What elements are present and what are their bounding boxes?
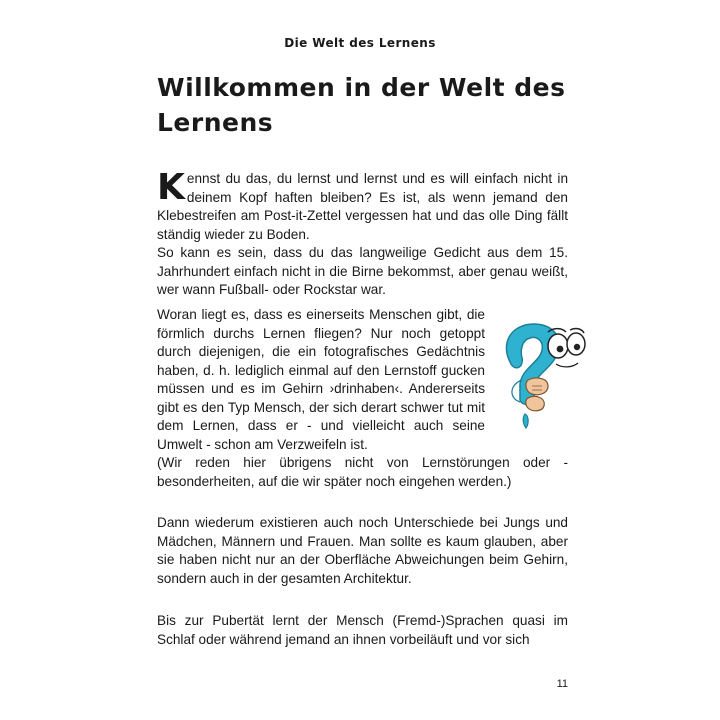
paragraph-1-text: ennst du das, du lernst und lernst und es will einfach nicht in deinem Kopf haften bleiben? Es ist, als wenn jemand den Klebestreifen am Post-it-Zettel vergessen hat und das olle Ding fällt ständig wieder zu Boden.	[157, 171, 568, 242]
paragraph-1	[157, 167, 568, 244]
paragraph-2: So kann es sein, dass du das langweilige Gedicht aus dem 15. Jahrhundert einfach nicht in die Birne bekommst, aber genau weißt, wer wann Fußball- oder Rockstar war.	[157, 245, 568, 297]
page-number: 11	[556, 678, 568, 690]
running-header: Die Welt des Lernens	[284, 36, 436, 50]
paragraph-6: Bis zur Pubertät lernt der Mensch (Fremd-)Sprachen quasi im Schlaf oder während jemand an ihnen vorbeiläuft und vor sich	[157, 613, 568, 647]
paragraph-5: Dann wiederum existieren auch noch Unterschiede bei Jungs und Mädchen, Männern und Frauen. Man sollte es kaum glauben, aber sie haben nicht nur an der Oberfläche Abweichungen beim Gehirn, sondern auch in der gesamten Architektur.	[157, 515, 568, 586]
text-block-intro	[157, 167, 568, 300]
chapter-title: Willkommen in der Welt des Lernens	[157, 73, 566, 137]
question-mark-character-icon	[492, 318, 590, 440]
text-block-gender	[157, 514, 568, 588]
text-block-puberty	[157, 612, 568, 649]
paragraph-3: Woran liegt es, dass es einerseits Menschen gibt, die förmlich durchs Lernen fliegen? Nur noch getoppt durch diejenigen, die ein fotografisches Gedächtnis haben, d. h. lediglich einmal auf den Lernstoff gucken müssen und es im Gehirn ›drinhaben‹. Andererseits gibt es den Typ Mensch, der sich derart schwer tut mit dem Lernen, dass er - und vielleicht auch seine Umwelt - schon am Verzweifeln ist.	[157, 307, 485, 452]
paragraph-4: (Wir reden hier übrigens nicht von Lernstörungen oder -besonderheiten, auf die wir später noch eingehen werden.)	[157, 455, 568, 489]
drop-cap: K	[157, 167, 185, 208]
